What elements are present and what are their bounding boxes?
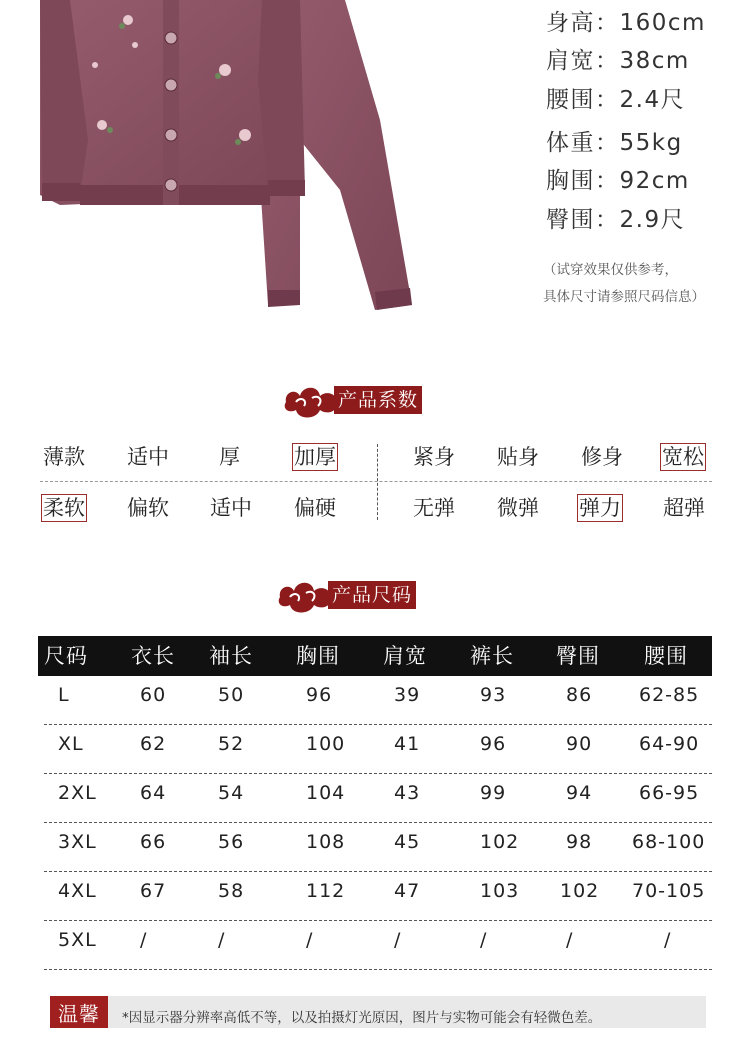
cell: 66-95 — [639, 782, 700, 804]
cell-size: 2XL — [58, 782, 97, 804]
param-softness-4: 偏硬 — [294, 496, 336, 520]
cloud-ornament-icon — [282, 380, 342, 420]
color-notice — [50, 996, 706, 1028]
th-pants-length: 裤长 — [470, 644, 514, 668]
param-elasticity-2: 微弹 — [497, 496, 539, 520]
param-softness-3: 适中 — [210, 496, 252, 520]
params-title: 产品系数 — [334, 386, 422, 414]
param-fit-3: 修身 — [581, 445, 623, 469]
table-row — [44, 822, 712, 872]
cell: 50 — [218, 684, 245, 706]
th-sleeve: 袖长 — [209, 644, 253, 668]
cell: 67 — [140, 880, 167, 902]
cell: 90 — [566, 733, 593, 755]
cell: 100 — [306, 733, 346, 755]
cell-size: 4XL — [58, 880, 97, 902]
size-title: 产品尺码 — [328, 581, 416, 609]
cell: 86 — [566, 684, 593, 706]
param-softness-selected: 柔软 — [43, 496, 85, 520]
cell: 108 — [306, 831, 346, 853]
cell: 112 — [306, 880, 346, 902]
cell: 70-105 — [632, 880, 706, 902]
measure-chest: 胸围：92cm — [546, 168, 690, 194]
param-divider-vertical — [377, 444, 378, 520]
cell: / — [306, 929, 314, 951]
cell: 93 — [480, 684, 507, 706]
product-photo — [0, 0, 520, 330]
th-hip: 臀围 — [556, 644, 600, 668]
cell: 98 — [566, 831, 593, 853]
param-divider-horizontal — [40, 481, 712, 482]
cell: 54 — [218, 782, 245, 804]
param-fit-selected: 宽松 — [662, 445, 704, 469]
param-elasticity-selected: 弹力 — [579, 496, 621, 520]
cell: 47 — [394, 880, 421, 902]
notice-text: *因显示器分辨率高低不等，以及拍摄灯光原因，图片与实物可能会有轻微色差。 — [122, 1010, 602, 1026]
cell: 94 — [566, 782, 593, 804]
param-fit-1: 紧身 — [413, 445, 455, 469]
cell: 104 — [306, 782, 346, 804]
measure-height: 身高：160cm — [546, 10, 706, 36]
cell: 64 — [140, 782, 167, 804]
cell-size: L — [58, 684, 70, 706]
param-thickness-3: 厚 — [219, 445, 240, 469]
cell-size: 5XL — [58, 929, 97, 951]
cell: / — [664, 929, 672, 951]
cell: / — [394, 929, 402, 951]
cell: 66 — [140, 831, 167, 853]
cell-size: 3XL — [58, 831, 97, 853]
th-chest: 胸围 — [296, 644, 340, 668]
measure-weight: 体重：55kg — [546, 130, 683, 156]
cell: 96 — [306, 684, 333, 706]
th-shoulder: 肩宽 — [383, 644, 427, 668]
measure-hip: 臀围：2.9尺 — [546, 207, 686, 233]
cell: 99 — [480, 782, 507, 804]
cell: / — [480, 929, 488, 951]
cell: 62 — [140, 733, 167, 755]
param-fit-2: 贴身 — [497, 445, 539, 469]
cell: 96 — [480, 733, 507, 755]
cell: / — [140, 929, 148, 951]
cell: 102 — [560, 880, 600, 902]
table-row — [44, 871, 712, 921]
param-elasticity-1: 无弹 — [413, 496, 455, 520]
size-table-header — [38, 636, 712, 676]
cell: 60 — [140, 684, 167, 706]
cell: 56 — [218, 831, 245, 853]
table-row — [44, 724, 712, 774]
cell: 43 — [394, 782, 421, 804]
table-row — [44, 920, 712, 970]
cell: / — [218, 929, 226, 951]
size-section-header — [276, 575, 436, 615]
param-thickness-selected: 加厚 — [294, 445, 336, 469]
th-length: 衣长 — [131, 644, 175, 668]
notice-badge: 温馨 — [50, 996, 108, 1028]
measure-waist: 腰围：2.4尺 — [546, 87, 686, 113]
measure-shoulder: 肩宽：38cm — [546, 48, 690, 74]
fit-note-line2: 具体尺寸请参照尺码信息） — [543, 289, 705, 305]
param-thickness-2: 适中 — [127, 445, 169, 469]
th-waist: 腰围 — [644, 644, 688, 668]
params-section-header — [282, 380, 442, 420]
param-elasticity-4: 超弹 — [663, 496, 705, 520]
cell: / — [566, 929, 574, 951]
th-size: 尺码 — [44, 644, 88, 668]
cell: 68-100 — [632, 831, 706, 853]
cell: 52 — [218, 733, 245, 755]
table-row — [44, 675, 712, 725]
fit-note-line1: （试穿效果仅供参考， — [543, 262, 678, 278]
param-softness-2: 偏软 — [127, 496, 169, 520]
cell: 103 — [480, 880, 520, 902]
table-row — [44, 773, 712, 823]
param-thickness-1: 薄款 — [43, 445, 85, 469]
cell: 41 — [394, 733, 421, 755]
cloud-ornament-icon — [276, 575, 336, 615]
cell: 58 — [218, 880, 245, 902]
cell: 45 — [394, 831, 421, 853]
cell: 62-85 — [639, 684, 700, 706]
cell: 102 — [480, 831, 520, 853]
cell-size: XL — [58, 733, 84, 755]
cell: 39 — [394, 684, 421, 706]
cell: 64-90 — [639, 733, 700, 755]
